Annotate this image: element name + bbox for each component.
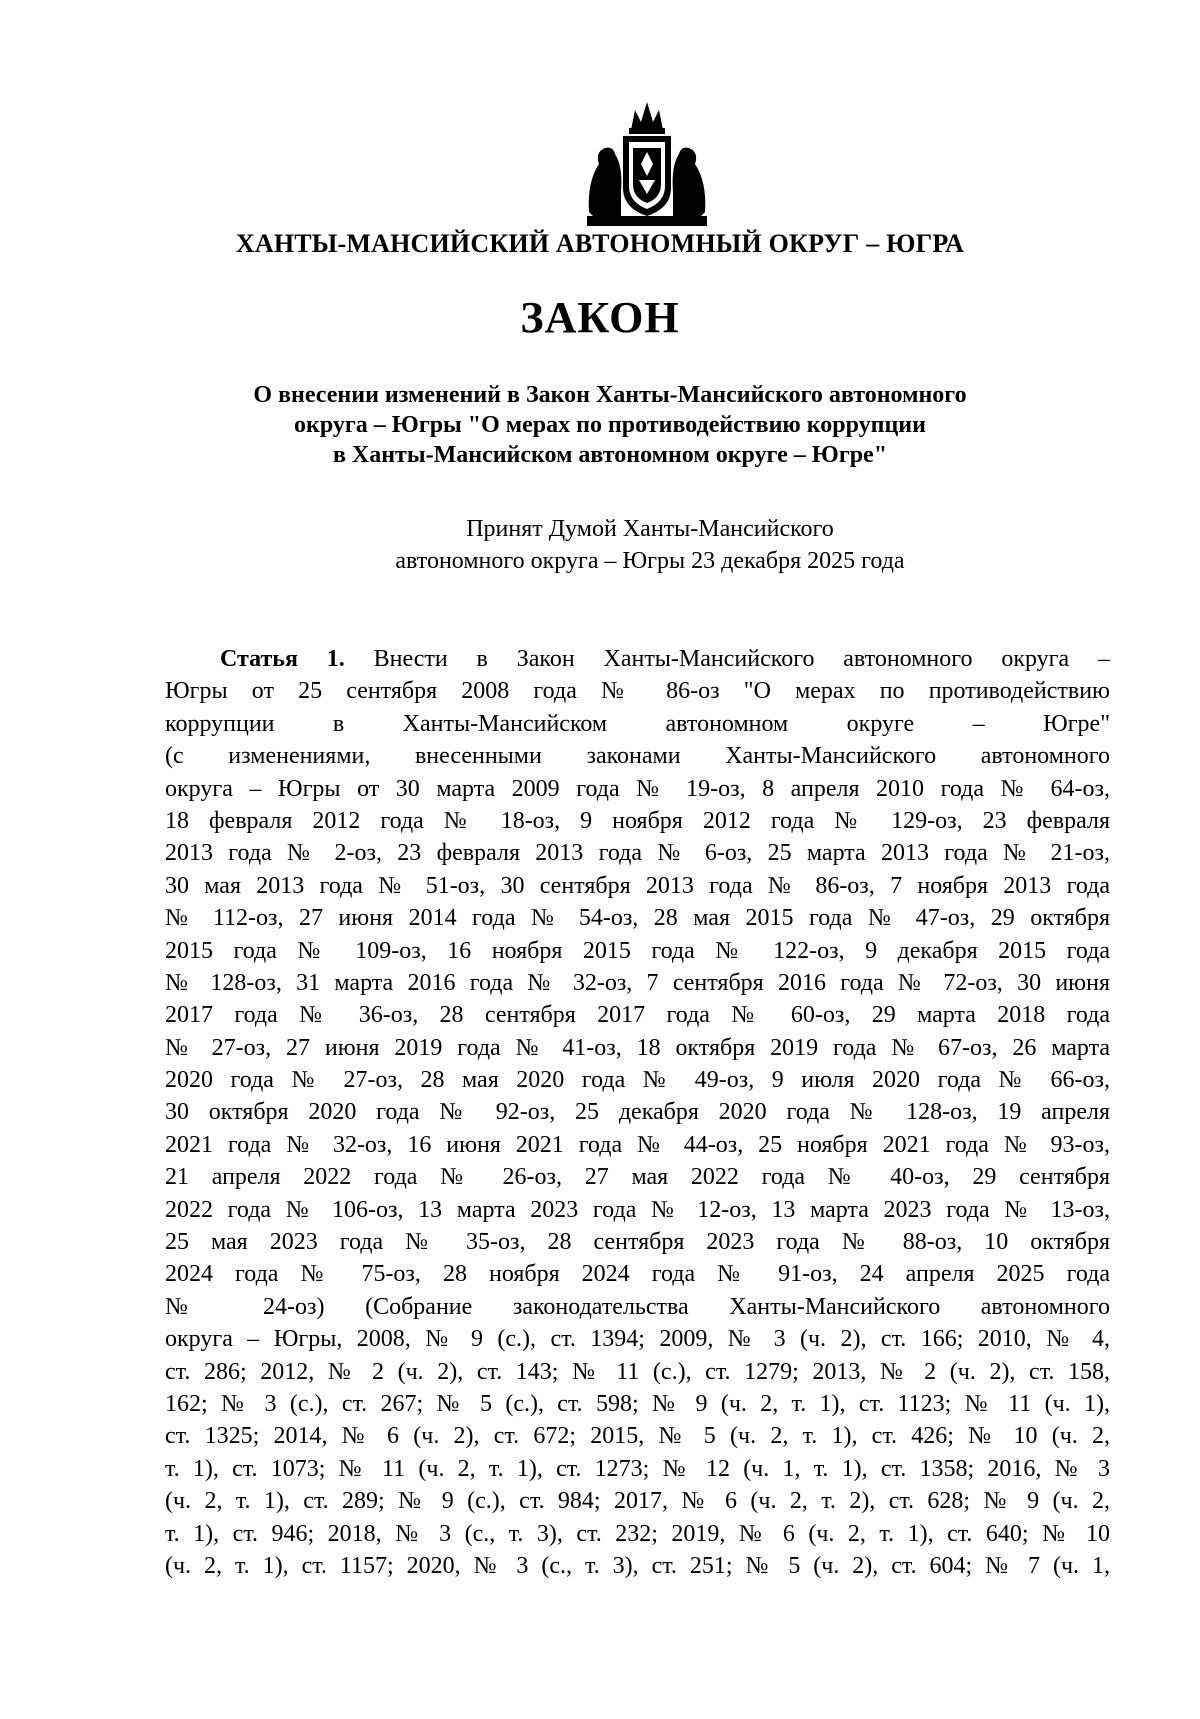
article-line: 30 мая 2013 года № 51-оз, 30 сентября 2013 года № 86-оз, 7 ноября 2013 года bbox=[165, 872, 1110, 899]
article-line: 2024 года № 75-оз, 28 ноября 2024 года № 91-оз, 24 апреля 2025 года bbox=[165, 1261, 1110, 1288]
article-line: № 112-оз, 27 июня 2014 года № 54-оз, 28 мая 2015 года № 47-оз, 29 октября bbox=[165, 905, 1110, 932]
article-line: ст. 286; 2012, № 2 (ч. 2), ст. 143; № 11 (с.), ст. 1279; 2013, № 2 (ч. 2), ст. 158, bbox=[165, 1358, 1110, 1385]
article-line: 162; № 3 (с.), ст. 267; № 5 (с.), ст. 598; № 9 (ч. 2, т. 1), ст. 1123; № 11 (ч. 1), bbox=[165, 1390, 1110, 1417]
article-line: (ч. 2, т. 1), ст. 1157; 2020, № 3 (с., т. 3), ст. 251; № 5 (ч. 2), ст. 604; № 7 (ч. 1, bbox=[165, 1552, 1110, 1579]
article-line: 2022 года № 106-оз, 13 марта 2023 года № 12-оз, 13 марта 2023 года № 13-оз, bbox=[165, 1196, 1110, 1223]
adoption-line: автономного округа – Югры 23 декабря 2025 года bbox=[395, 548, 905, 574]
article-line: 2015 года № 109-оз, 16 ноября 2015 года № 122-оз, 9 декабря 2015 года bbox=[165, 937, 1110, 964]
article-lines bbox=[165, 675, 1110, 1582]
article-line: ст. 1325; 2014, № 6 (ч. 2), ст. 672; 2015, № 5 (ч. 2, т. 1), ст. 426; № 10 (ч. 2, bbox=[165, 1423, 1110, 1450]
region-name: ХАНТЫ-МАНСИЙСКИЙ АВТОНОМНЫЙ ОКРУГ – ЮГРА bbox=[235, 229, 965, 258]
article-line: (с изменениями, внесенными законами Ханты-Мансийского автономного bbox=[165, 743, 1110, 770]
law-title-line: округа – Югры "О мерах по противодействию коррупции bbox=[294, 412, 926, 438]
article-first-line bbox=[165, 643, 1110, 675]
article-line: 25 мая 2023 года № 35-оз, 28 сентября 2023 года № 88-оз, 10 октября bbox=[165, 1229, 1110, 1256]
article-line: 21 апреля 2022 года № 26-оз, 27 мая 2022 года № 40-оз, 29 сентября bbox=[165, 1164, 1110, 1191]
article-line: 2017 года № 36-оз, 28 сентября 2017 года № 60-оз, 29 марта 2018 года bbox=[165, 1002, 1110, 1029]
article-1-body bbox=[165, 643, 1110, 1582]
article-line: т. 1), ст. 1073; № 11 (ч. 2, т. 1), ст. 1273; № 12 (ч. 1, т. 1), ст. 1358; 2016, № 3 bbox=[165, 1455, 1110, 1482]
article-line: т. 1), ст. 946; 2018, № 3 (с., т. 3), ст. 232; 2019, № 6 (ч. 2, т. 1), ст. 640; № 10 bbox=[165, 1520, 1110, 1547]
article-line: № 128-оз, 31 марта 2016 года № 32-оз, 7 сентября 2016 года № 72-оз, 30 июня bbox=[165, 969, 1110, 996]
law-title-line: в Ханты-Мансийском автономном округе – Югре" bbox=[332, 442, 888, 468]
article-line: Югры от 25 сентября 2008 года № 86-оз "О мерах по противодействию bbox=[165, 678, 1110, 705]
article-line: округа – Югры, 2008, № 9 (с.), ст. 1394; 2009, № 3 (ч. 2), ст. 166; 2010, № 4, bbox=[165, 1326, 1110, 1353]
article-line: 2021 года № 32-оз, 16 июня 2021 года № 44-оз, 25 ноября 2021 года № 93-оз, bbox=[165, 1131, 1110, 1158]
article-line: № 24-оз) (Собрание законодательства Ханты-Мансийского автономного bbox=[165, 1293, 1110, 1320]
article-label: Статья 1. bbox=[220, 646, 345, 672]
article-line: № 27-оз, 27 июня 2019 года № 41-оз, 18 октября 2019 года № 67-оз, 26 марта bbox=[165, 1034, 1110, 1061]
article-line: 2013 года № 2-оз, 23 февраля 2013 года № 6-оз, 25 марта 2013 года № 21-оз, bbox=[165, 840, 1110, 867]
coat-of-arms-emblem bbox=[583, 92, 711, 232]
law-title bbox=[160, 380, 1060, 470]
article-line: 2020 года № 27-оз, 28 мая 2020 года № 49-оз, 9 июля 2020 года № 66-оз, bbox=[165, 1067, 1110, 1094]
adoption-line: Принят Думой Ханты-Мансийского bbox=[466, 516, 834, 542]
article-line: округа – Югры от 30 марта 2009 года № 19-оз, 8 апреля 2010 года № 64-оз, bbox=[165, 775, 1110, 802]
article-line: (ч. 2, т. 1), ст. 289; № 9 (с.), ст. 984; 2017, № 6 (ч. 2, т. 2), ст. 628; № 9 (ч. 2, bbox=[165, 1488, 1110, 1515]
article-line: 18 февраля 2012 года № 18-оз, 9 ноября 2012 года № 129-оз, 23 февраля bbox=[165, 807, 1110, 834]
document-type-heading: ЗАКОН bbox=[520, 293, 680, 342]
law-title-line: О внесении изменений в Закон Ханты-Мансийского автономного bbox=[253, 382, 967, 408]
article-first-line-text: Внести в Закон Ханты-Мансийского автономного округа – bbox=[344, 646, 1110, 672]
adoption-note bbox=[300, 513, 1000, 577]
article-line: 30 октября 2020 года № 92-оз, 25 декабря 2020 года № 128-оз, 19 апреля bbox=[165, 1099, 1110, 1126]
article-line: коррупции в Ханты-Мансийском автономном округе – Югре" bbox=[165, 710, 1110, 737]
